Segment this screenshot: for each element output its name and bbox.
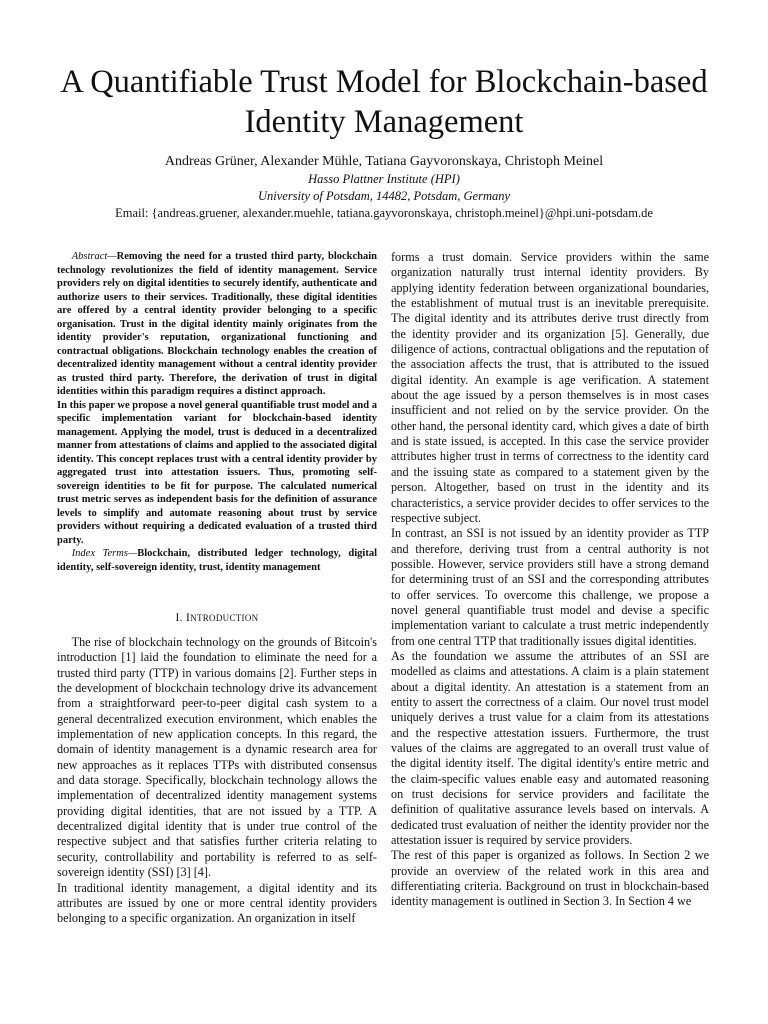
intro-paragraph-2-continued: forms a trust domain. Service providers within the same organization naturally trust internal identity providers. By applying identity federation between organizational boundaries, the establishment of mutual trust is an inevitable prerequisite. The digital identity and its attributes derive trust directly from the identity provider and its organization [5]. Generally, due diligence of actions, contractual obligations and the reputation of the association affects the trust, that is attributed to the issued digital identity. An example is age verification. A statement about the age issued by a person themselves is in most cases insufficient and not relied on by the service provider. On the other hand, the personal identity card, which gives a date of birth and is state issued, is accepted. In this case the service provider attributes higher trust in terms of correctness to the identity card and the issuing state as compared to a statement given by the person. Altogether, based on trust in the identity and its characteristics, a service provider decides to offer services to the respective subject. — [391, 250, 709, 525]
abstract-text-1: Removing the need for a trusted third party, blockchain technology revolutionizes the field of identity management. Service providers rely on digital identities to securely identify, authenticate and authorize users to their services. Traditionally, these digital identities are offered by a central identity provider belonging to a specific organisation. Trust in the digital identity mainly originates from the identity provider's reputation, organizational functioning and contractual obligations. Blockchain technology enables the creation of decentralized identity management without a central identity provider as trusted third party. Therefore, the derivation of trust in digital identities within this paradigm requires a distinct approach. — [57, 251, 377, 397]
intro-paragraph-3: In contrast, an SSI is not issued by an identity provider as TTP and therefore, deriving trust from a central authority is not possible. However, service providers still have a strong demand for determining trust of an SSI and the corresponding attributes to offer services. To overcome this challenge, we propose a novel general quantifiable trust model and devise a specific implementation variant to calculate a trust metric independently from one central TTP that traditionally issues digital identities. — [391, 526, 709, 648]
affiliation-institute: Hasso Plattner Institute (HPI) — [308, 172, 460, 186]
right-column — [391, 250, 709, 910]
section-heading-rest: NTRODUCTION — [190, 613, 259, 623]
section-heading-introduction — [57, 611, 377, 625]
section-heading-number: I. I — [175, 612, 191, 624]
index-terms-text: Blockchain, distributed ledger technology, digital identity, self-sovereign identity, trust, identity management — [57, 548, 377, 573]
author-emails: Email: {andreas.gruener, alexander.muehle, tatiana.gayvoronskaya, christoph.meinel}@hpi.uni-potsdam.de — [115, 206, 653, 220]
abstract-label: Abstract— — [71, 251, 117, 262]
left-column — [57, 250, 377, 927]
author-list: Andreas Grüner, Alexander Mühle, Tatiana Gayvoronskaya, Christoph Meinel — [164, 154, 604, 169]
intro-paragraph-1: The rise of blockchain technology on the grounds of Bitcoin's introduction [1] laid the foundation to eliminate the need for a trusted third party (TTP) in various domains [2]. Further steps in the development of blockchain technology drive its advancement from a straightforward peer-to-peer digital cash system to a general decentralized execution environment, which enables the implementation of new application concepts. In this regard, the domain of identity management is a dynamic research area for new approaches as it replaces TTPs with distributed consensus and data storage. Specifically, blockchain technology allows the implementation of decentralized identity management systems providing digital identities, that are not issued by a TTP. A decentralized digital identity that is under true control of the respective subject and that satisfies further criteria relating to security, controllability and portability is referred to as self-sovereign identity (SSI) [3] [4]. — [57, 635, 377, 880]
abstract-paragraph-1 — [57, 250, 377, 399]
intro-paragraph-5: The rest of this paper is organized as follows. In Section 2 we provide an overview of the related work in this area and differentiating criteria. Background on trust in blockchain-based identity management is outlined in Section 3. In Section 4 we — [391, 848, 709, 909]
affiliation-university: University of Potsdam, 14482, Potsdam, Germany — [257, 189, 511, 203]
paper-title: A Quantifiable Trust Model for Blockchain-based Identity Management — [60, 64, 708, 140]
index-terms — [57, 547, 377, 574]
abstract-paragraph-2: In this paper we propose a novel general quantifiable trust model and a specific implementation variant for blockchain-based identity management. Applying the model, trust is deduced in a decentralized manner from attestations of claims and applied to the associated digital identity. This concept replaces trust with a central identity provider by aggregated trust into attestation issuers. Thus, promoting self-sovereign identities to be fit for purpose. The calculated numerical trust metric serves as independent basis for the definition of assurance levels to simplify and automate reasoning about trust by service providers without requiring a dedicated evaluation of a trusted third party. — [57, 399, 377, 546]
intro-paragraph-4: As the foundation we assume the attributes of an SSI are modelled as claims and attestations. A claim is a plain statement about a digital identity. An attestation is a statement from an entity to assert the correctness of a claim. Our novel trust model uniquely derives a trust value for a claim from its attestations and the respective attestation issuers. Furthermore, the trust values of the claims are aggregated to an overall trust value of the digital identity itself. The digital identity's entire metric and the claim-specific values enable easy and automated reasoning on trust decisions for service providers and facilitate the definition of qualitative assurance levels based on intervals. A dedicated trust evaluation of neither the identity provider nor the attestation issuer is required by service providers. — [391, 648, 709, 848]
intro-paragraph-2: In traditional identity management, a digital identity and its attributes are issued by one or more central identity providers belonging to a specific organization. An organization in itself — [57, 880, 377, 926]
index-terms-label: Index Terms— — [71, 548, 138, 559]
